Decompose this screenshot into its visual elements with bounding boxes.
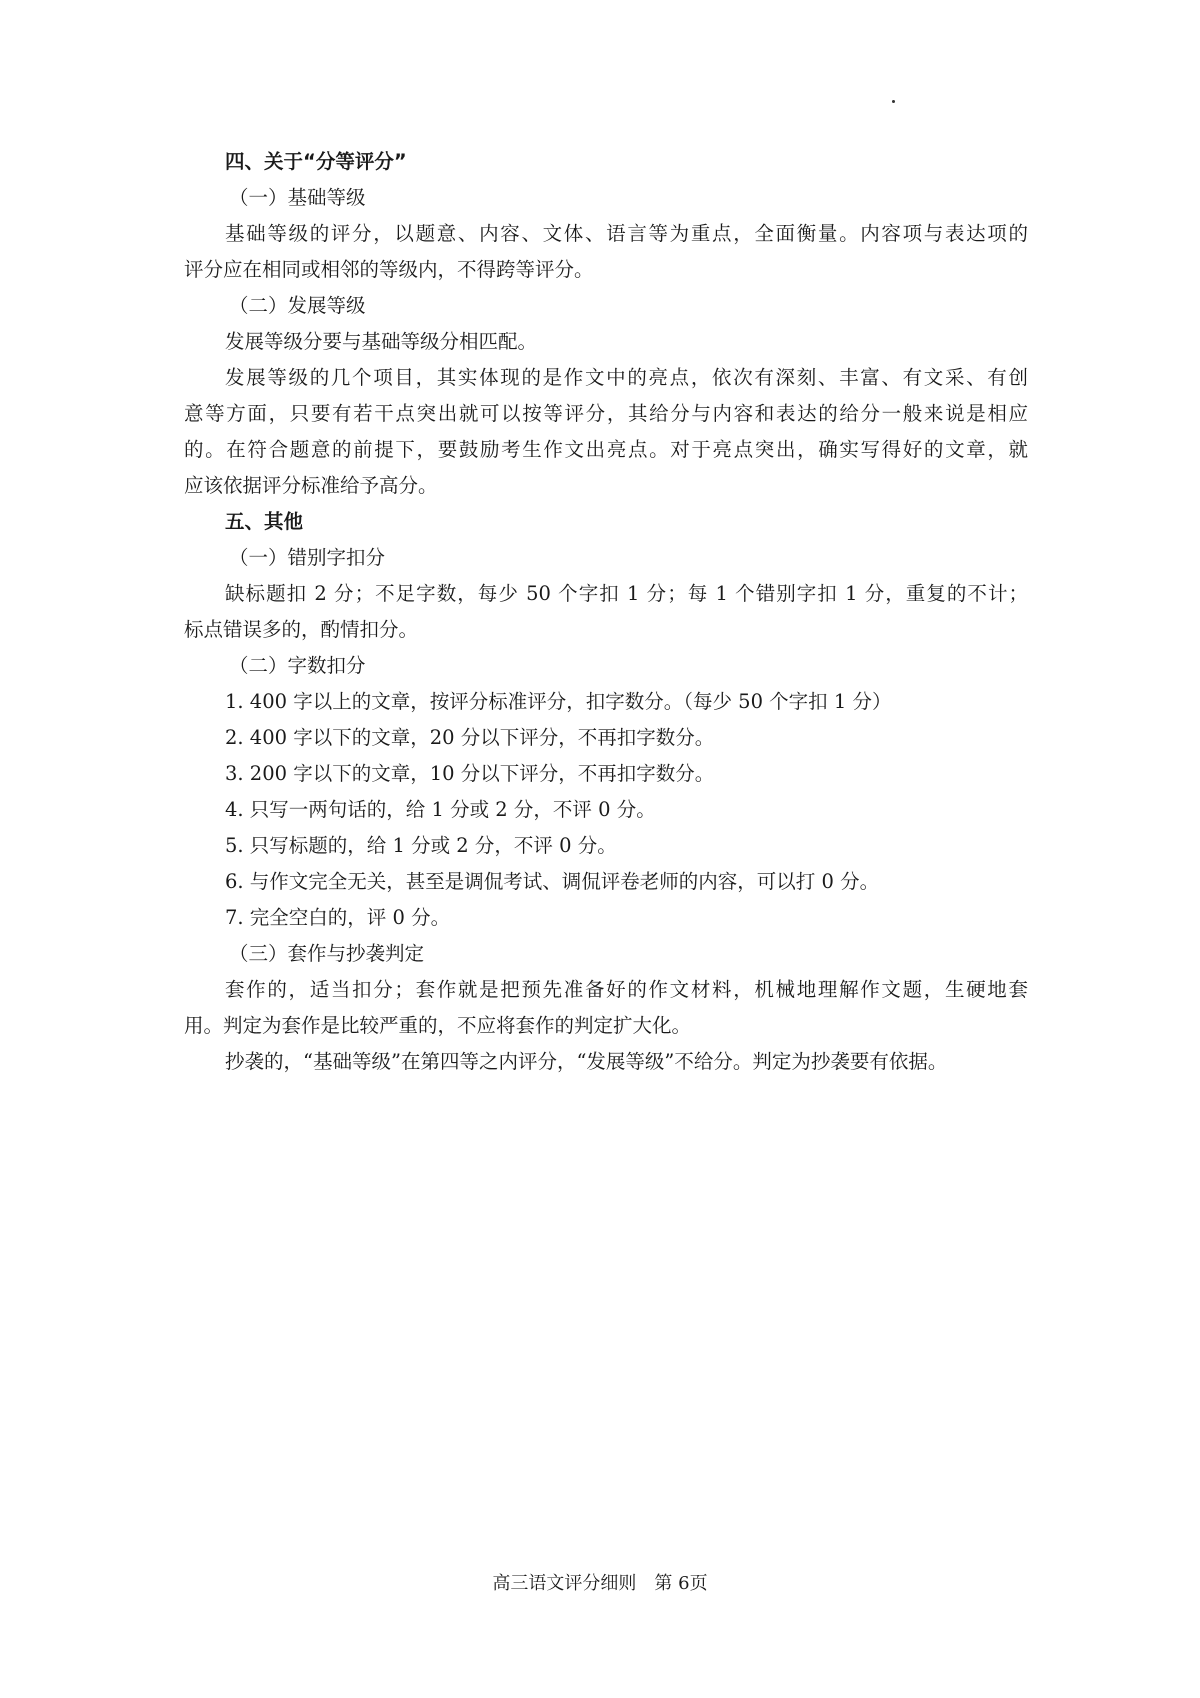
list-item: 5. 只写标题的，给 1 分或 2 分，不评 0 分。 [225, 834, 617, 857]
paragraph-line: 用。判定为套作是比较严重的，不应将套作的判定扩大化。 [184, 1014, 692, 1037]
paragraph-line: 缺标题扣 2 分；不足字数，每少 50 个字扣 1 分；每 1 个错别字扣 1 分，重复的不计； [225, 582, 1028, 605]
list-item: 2. 400 字以下的文章，20 分以下评分，不再扣字数分。 [225, 726, 715, 749]
dot-mark [892, 100, 895, 103]
paragraph-line: 的。在符合题意的前提下，要鼓励考生作文出亮点。对于亮点突出，确实写得好的文章，就 [184, 438, 1028, 461]
page-footer: 高三语文评分细则 第 6页 [492, 1573, 708, 1594]
paragraph-line: 发展等级的几个项目，其实体现的是作文中的亮点，依次有深刻、丰富、有文采、有创 [225, 366, 1028, 389]
paragraph-line: 应该依据评分标准给予高分。 [184, 474, 438, 497]
paragraph-line: 抄袭的，“基础等级”在第四等之内评分，“发展等级”不给分。判定为抄袭要有依据。 [225, 1050, 948, 1073]
list-item: 1. 400 字以上的文章，按评分标准评分，扣字数分。（每少 50 个字扣 1 分） [225, 690, 892, 713]
section-heading-4: 四、关于“分等评分” [225, 150, 407, 173]
subsection-heading-plagiarism: （三）套作与抄袭判定 [229, 942, 425, 965]
document-body [184, 144, 1028, 1080]
subsection-heading-word-count-deduction: （二）字数扣分 [229, 654, 366, 677]
paragraph-line: 套作的，适当扣分；套作就是把预先准备好的作文材料，机械地理解作文题，生硬地套 [225, 978, 1028, 1001]
subsection-heading-development-level: （二）发展等级 [229, 294, 366, 317]
list-item: 4. 只写一两句话的，给 1 分或 2 分，不评 0 分。 [225, 798, 656, 821]
list-item: 3. 200 字以下的文章，10 分以下评分，不再扣字数分。 [225, 762, 715, 785]
paragraph-line: 基础等级的评分，以题意、内容、文体、语言等为重点，全面衡量。内容项与表达项的 [225, 222, 1028, 245]
subsection-heading-typo-deduction: （一）错别字扣分 [229, 546, 386, 569]
subsection-heading-basic-level: （一）基础等级 [229, 186, 366, 209]
paragraph-line: 发展等级分要与基础等级分相匹配。 [225, 330, 538, 353]
paragraph-line: 评分应在相同或相邻的等级内，不得跨等评分。 [184, 258, 594, 281]
paragraph-line: 标点错误多的，酌情扣分。 [184, 618, 419, 641]
section-heading-5: 五、其他 [225, 510, 304, 533]
list-item: 6. 与作文完全无关，甚至是调侃考试、调侃评卷老师的内容，可以打 0 分。 [225, 870, 880, 893]
paragraph-line: 意等方面，只要有若干点突出就可以按等评分，其给分与内容和表达的给分一般来说是相应 [184, 402, 1028, 425]
list-item: 7. 完全空白的，评 0 分。 [225, 906, 451, 929]
